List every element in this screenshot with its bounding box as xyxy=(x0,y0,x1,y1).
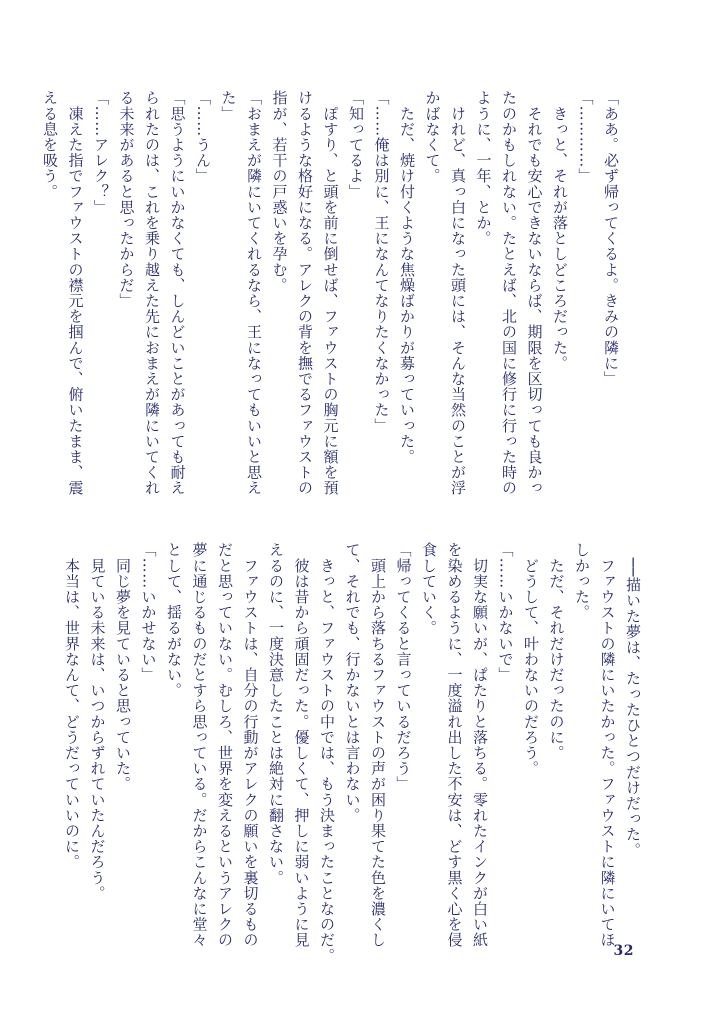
text-line: ──描いた夢は、たったひとつだけだった。 xyxy=(624,542,642,858)
text-line: 同じ夢を見ていると思っていた。 xyxy=(114,542,132,792)
text-line: て、それでも、行かないとは言わない。 xyxy=(343,542,362,823)
upper-text-block xyxy=(37,90,624,496)
text-line: 「……アレク？」 xyxy=(92,90,110,215)
text-line: 「ああ。必ず帰ってくるよ。きみの隣に」 xyxy=(602,90,620,387)
text-line: 「思うようにいかなくても、しんどいことがあっても耐え xyxy=(168,90,187,496)
text-line: 彼は昔から頑固だった。優しくて、押しに弱いように見 xyxy=(292,542,311,948)
text-line: 凍えた指でファウストの襟元を掴んで、俯いたまま、震 xyxy=(66,90,85,496)
text-line: 「…………」 xyxy=(576,90,595,184)
text-line: しかった。 xyxy=(573,542,591,620)
text-line: ファウストは、自分の行動がアレクの願いを裏切るもの xyxy=(241,542,260,948)
text-line: かばなくて。 xyxy=(423,90,442,184)
text-line: それでも安心できないならば、期限を区切っても良かっ xyxy=(525,90,544,496)
text-line: たのかもしれない。たとえば、北の国に修行に行った時の xyxy=(500,90,518,496)
text-line: ただ、焼け付くような焦燥ばかりが募っていった。 xyxy=(398,90,416,465)
text-line: けるような格好になる。アレクの背を撫でるファウストの xyxy=(296,90,314,496)
text-line: 食していく。 xyxy=(420,542,438,636)
text-line: える息を吸う。 xyxy=(41,90,59,200)
text-line: ただ、それだけだったのに。 xyxy=(547,542,566,761)
text-line: られたのは、これを乗り越えた先におまえが隣にいてくれ xyxy=(143,90,161,496)
text-line: 「知ってるよ」 xyxy=(347,90,365,200)
text-line: 「……いかせない」 xyxy=(139,542,158,683)
text-line: だと思っていない。むしろ、世界を変えるというアレクの xyxy=(216,542,234,948)
text-line: ファウストの隣にいたかった。ファウストに隣にいてほ xyxy=(598,542,617,948)
text-line: 見ている未来は、いつからずれていたんだろう。 xyxy=(88,542,107,901)
text-line: えるのに、一度決意したことは絶対に翻さない。 xyxy=(267,542,285,886)
text-line: けれど、真っ白になった頭には、そんな当然のことが浮 xyxy=(449,90,467,496)
text-line: 「おまえが隣にいてくれるなら、王になってもいいと思え xyxy=(245,90,263,496)
text-line: として、揺るがない。 xyxy=(165,542,183,698)
page-number: 32 xyxy=(613,943,634,959)
text-line: どうして、叶わないのだろう。 xyxy=(522,542,540,776)
text-line: ぽすり、と頭を前に倒せば、ファウストの胸元に額を預 xyxy=(321,90,340,496)
text-line: きっと、ファウストの中では、もう決まったことなのだ。 xyxy=(318,542,336,964)
text-line: 「……うん」 xyxy=(194,90,212,184)
text-line: 「……俺は別に、王になんてなりたくなかった」 xyxy=(372,90,391,434)
text-line: 夢に通じるものだとすら思っている。だからこんなに堂々 xyxy=(190,542,209,948)
text-line: た」 xyxy=(219,90,238,122)
text-line: ように、一年、とか。 xyxy=(474,90,493,246)
text-line: る未来があると思ったからだ」 xyxy=(117,90,136,309)
text-line: 本当は、世界なんて、どうだっていいのに。 xyxy=(63,542,81,870)
text-line: 「帰ってくると言っているだろう」 xyxy=(394,542,413,792)
text-line: 「……いかないで」 xyxy=(496,542,515,683)
text-line: を染めるように、一度溢れ出した不安は、どす黒く心を侵 xyxy=(445,542,464,948)
text-line: 切実な願いが、ぱたりと落ちる。零れたインクが白い紙 xyxy=(471,542,489,948)
text-line: きっと、それが落としどころだった。 xyxy=(551,90,569,371)
text-line: 頭上から落ちるファウストの声が困り果てた色を濃くし xyxy=(369,542,387,948)
text-line: 指が、若干の戸惑いを孕む。 xyxy=(270,90,289,293)
